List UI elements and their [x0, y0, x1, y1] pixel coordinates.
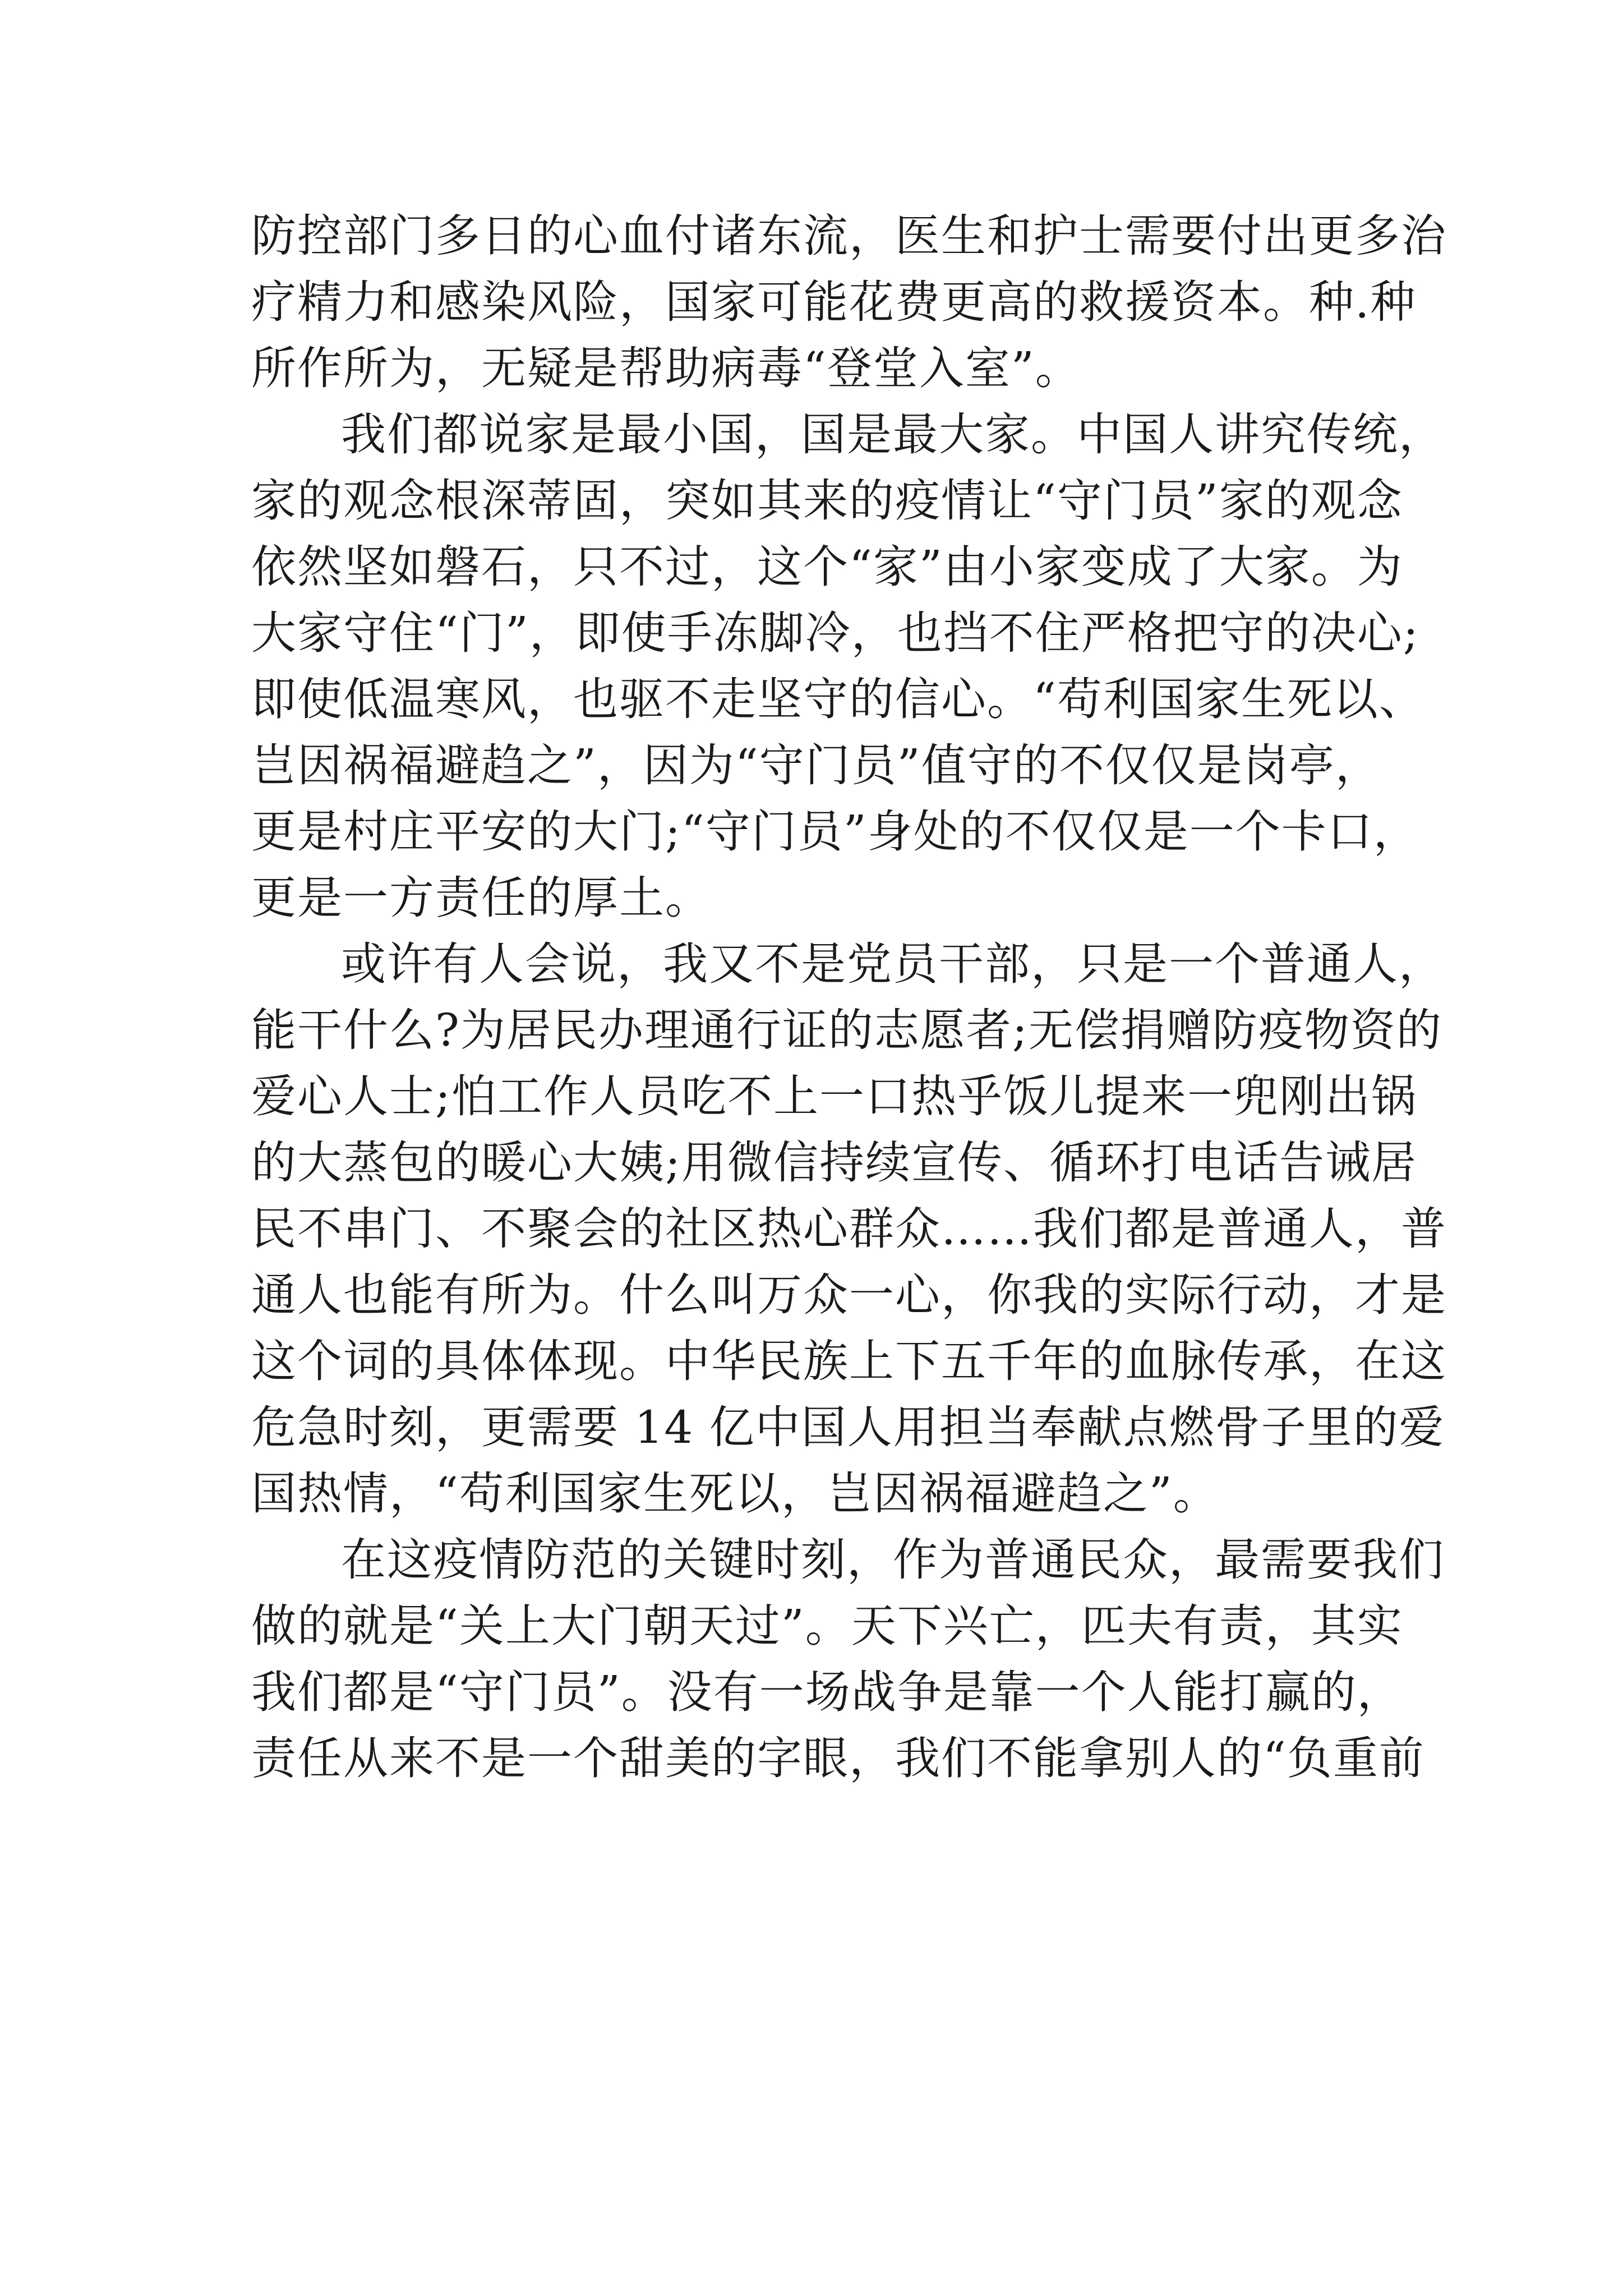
paragraph-2	[251, 402, 1445, 931]
text-line: 岂因祸福避趋之”，因为“守门员”值守的不仅仅是岗亭，	[251, 739, 1381, 792]
text-line: 我们都是“守门员”。没有一场战争是靠一个人能打赢的，	[251, 1666, 1403, 1718]
text-line: 责任从来不是一个甜美的字眼，我们不能拿别人的“负重前	[251, 1732, 1425, 1784]
text-line: 家的观念根深蒂固，突如其来的疫情让“守门员”家的观念	[251, 475, 1403, 527]
text-line: 防控部门多日的心血付诸东流，医生和护士需要付出更多治	[251, 210, 1447, 262]
text-line: 民不串门、不聚会的社区热心群众……我们都是普通人，普	[251, 1203, 1447, 1255]
text-line: 大家守住“门”，即使手冻脚冷，也挡不住严格把守的决心;	[251, 607, 1419, 659]
text-line: 疗精力和感染风险，国家可能花费更高的救援资本。种.种	[251, 276, 1417, 328]
text-line: 在这疫情防范的关键时刻，作为普通民众，最需要我们	[341, 1534, 1445, 1586]
text-line: 国热情，“苟利国家生死以，岂因祸福避趋之”。	[251, 1467, 1219, 1520]
text-line: 更是一方责任的厚土。	[251, 872, 711, 924]
text-line: 做的就是“关上大门朝天过”。天下兴亡，匹夫有责，其实	[251, 1600, 1403, 1652]
paragraph-1	[251, 203, 1447, 402]
text-line: 所作所为，无疑是帮助病毒“登堂入室”。	[251, 342, 1081, 394]
text-line: 这个词的具体体现。中华民族上下五千年的血脉传承，在这	[251, 1335, 1447, 1387]
text-line: 爱心人士;怕工作人员吃不上一口热乎饭儿提来一兜刚出锅	[251, 1070, 1417, 1122]
text-line: 即使低温寒风，也驱不走坚守的信心。“苟利国家生死以、	[251, 673, 1425, 725]
text-line: 或许有人会说，我又不是党员干部，只是一个普通人，	[341, 938, 1445, 990]
paragraph-3	[251, 931, 1447, 1527]
text-line: 危急时刻，更需要 14 亿中国人用担当奉献点燃骨子里的爱	[251, 1401, 1445, 1453]
paragraph-4	[251, 1527, 1445, 1792]
text-line: 能干什么?为居民办理通行证的志愿者;无偿捐赠防疫物资的	[251, 1004, 1442, 1056]
text-line: 的大蒸包的暖心大姨;用微信持续宣传、循环打电话告诫居	[251, 1137, 1417, 1189]
text-line: 我们都说家是最小国，国是最大家。中国人讲究传统，	[341, 408, 1445, 461]
document-body	[251, 203, 1447, 1792]
text-line: 通人也能有所为。什么叫万众一心，你我的实际行动，才是	[251, 1269, 1447, 1321]
text-line: 依然坚如磐石，只不过，这个“家”由小家变成了大家。为	[251, 541, 1403, 593]
text-line: 更是村庄平安的大门;“守门员”身处的不仅仅是一个卡口，	[251, 806, 1419, 858]
